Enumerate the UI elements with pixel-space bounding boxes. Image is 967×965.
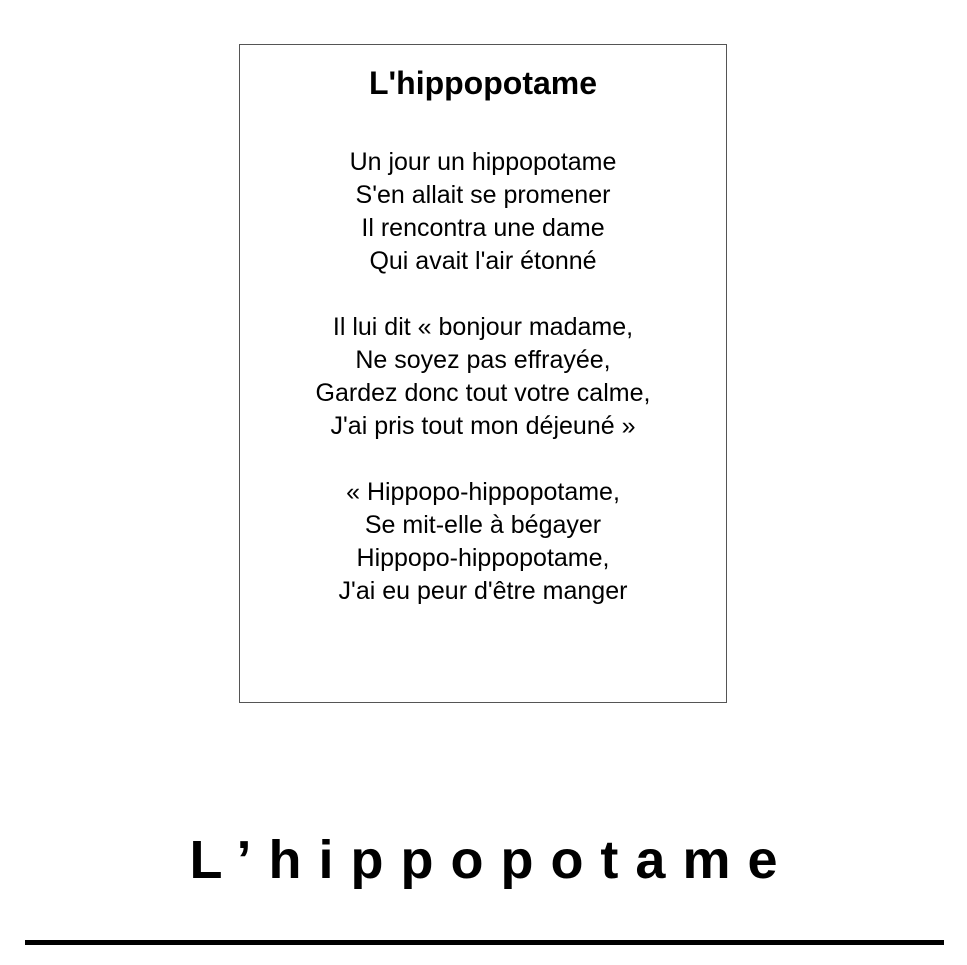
- poem-line: Il lui dit « bonjour madame,: [332, 313, 634, 341]
- poem-title: L'hippopotame: [368, 65, 598, 101]
- poem-line: Hippopo-hippopotame,: [356, 544, 610, 572]
- poem-line: Qui avait l'air étonné: [369, 247, 597, 275]
- poem-line: Se mit-elle à bégayer: [364, 511, 602, 539]
- poem-line: Ne soyez pas effrayée,: [355, 346, 611, 374]
- poem-line: « Hippopo-hippopotame,: [346, 478, 620, 506]
- poem-line: S'en allait se promener: [355, 181, 611, 209]
- poem-line: Gardez donc tout votre calme,: [315, 379, 651, 407]
- poem-body: [240, 146, 726, 641]
- poem-line: J'ai eu peur d'être manger: [338, 577, 628, 605]
- stanza-3: [240, 476, 726, 608]
- poem-line: Il rencontra une dame: [361, 214, 605, 242]
- poem-line: Un jour un hippopotame: [349, 148, 617, 176]
- footer-title: L’hippopotame: [189, 830, 795, 890]
- poem-card: [239, 44, 727, 703]
- poem-line: J'ai pris tout mon déjeuné »: [330, 412, 636, 440]
- divider-line: [25, 940, 944, 945]
- stanza-2: [240, 311, 726, 443]
- stanza-1: [240, 146, 726, 278]
